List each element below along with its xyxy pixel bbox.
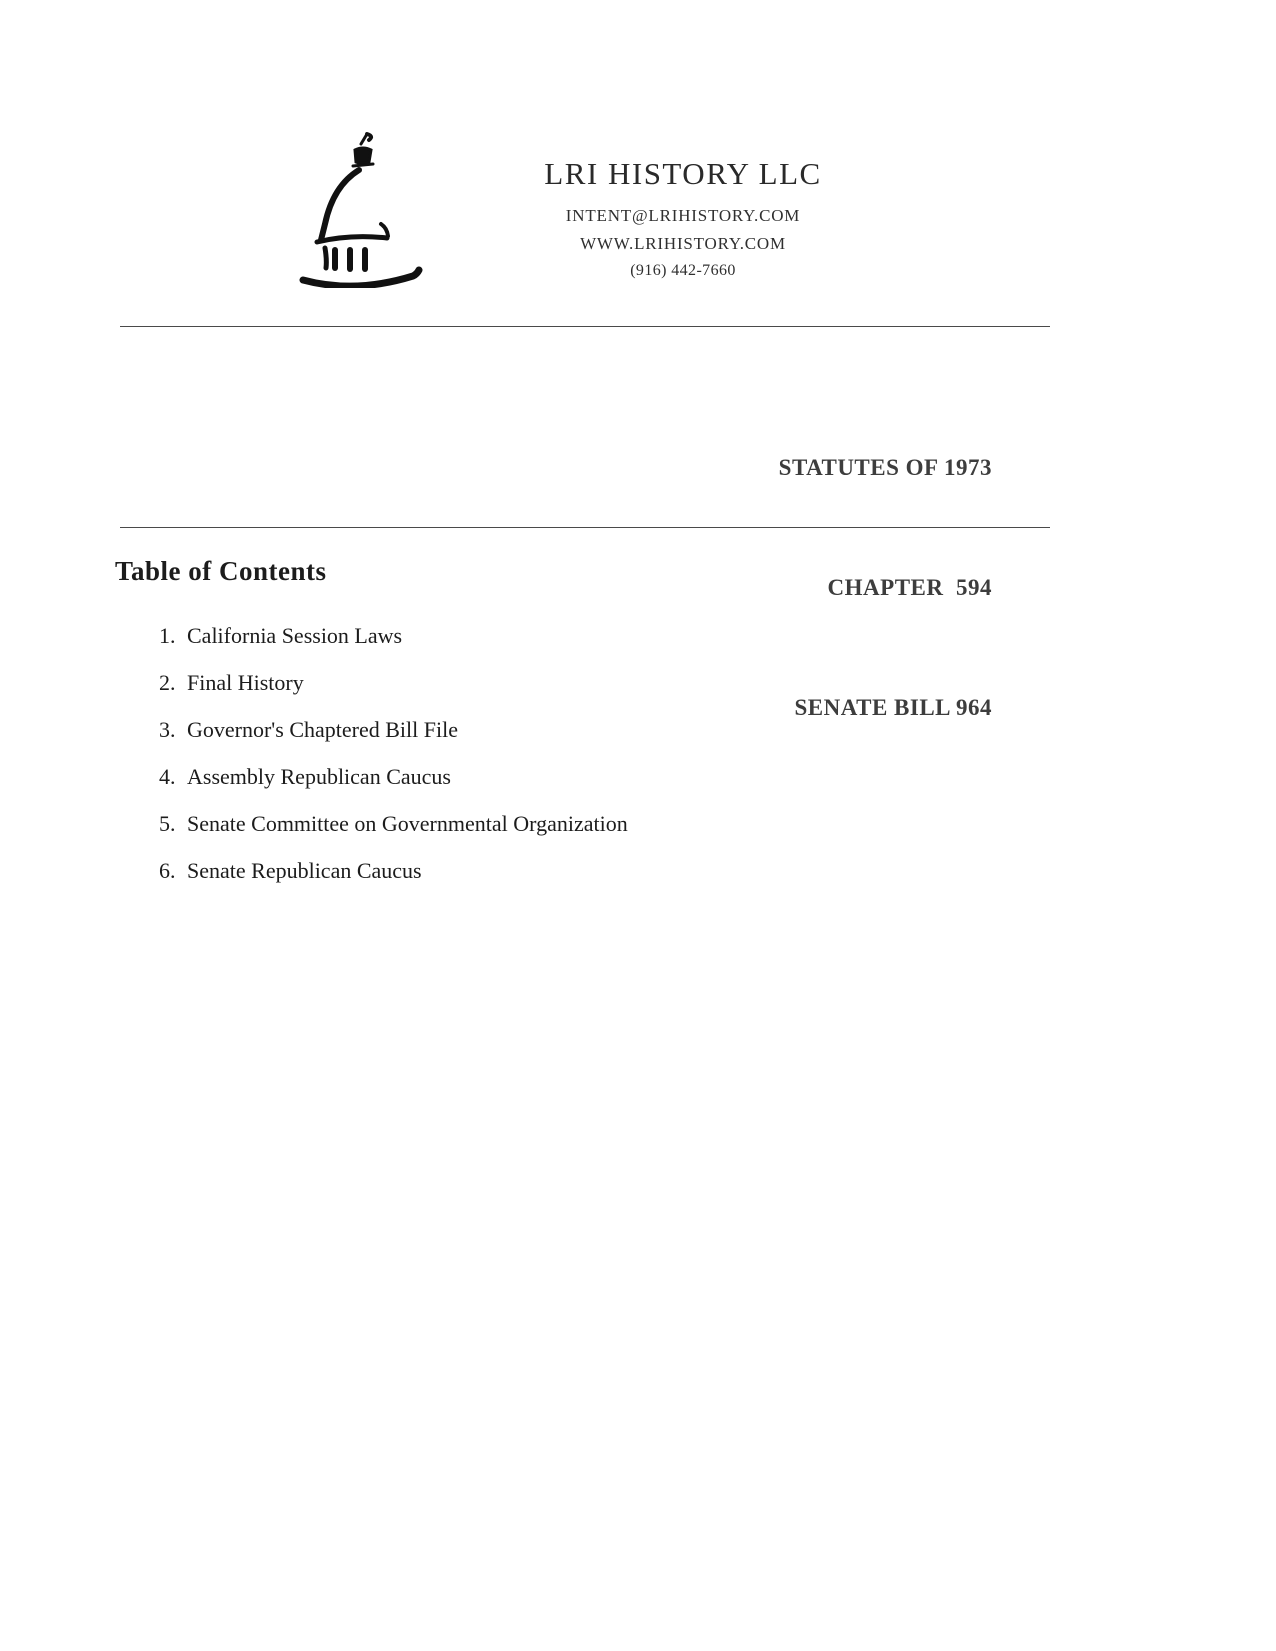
toc-item: 6. Senate Republican Caucus — [181, 857, 628, 884]
chapter-line: CHAPTER 594 — [827, 575, 992, 600]
contact-block — [473, 128, 893, 288]
statutes-year-line: STATUTES OF 1973 — [778, 455, 992, 480]
website-text: WWW.LRIHISTORY.COM — [580, 234, 786, 253]
letterhead — [295, 128, 893, 288]
toc-item: 5. Senate Committee on Governmental Organization — [181, 810, 628, 837]
senate-bill-line: SENATE BILL 964 — [794, 695, 992, 720]
toc-title: Table of Contents — [115, 556, 327, 586]
email-text: INTENT@LRIHISTORY.COM — [565, 206, 801, 225]
toc-item: 4. Assembly Republican Caucus — [181, 763, 628, 790]
phone-text: (916) 442-7660 — [630, 262, 736, 279]
statute-block — [779, 368, 992, 808]
toc-item: 3. Governor's Chaptered Bill File — [181, 716, 628, 743]
toc-list — [145, 622, 628, 904]
divider-top — [120, 326, 1050, 327]
capitol-logo — [295, 128, 435, 288]
company-name: LRI HISTORY LLC — [544, 156, 822, 191]
toc-item: 2. Final History — [181, 669, 628, 696]
toc-item: 1. California Session Laws — [181, 622, 628, 649]
capitol-dome-icon — [295, 128, 435, 288]
